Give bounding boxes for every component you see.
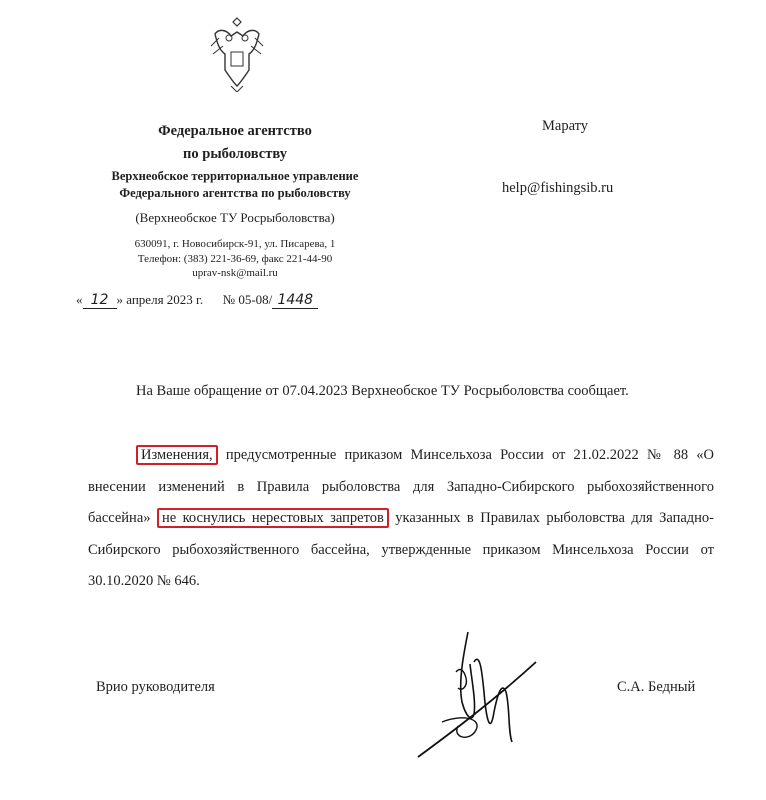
agency-name-line2: по рыболовству: [183, 146, 287, 162]
recipient-name: Марату: [542, 118, 589, 134]
date-close-quote: »: [116, 292, 123, 307]
highlight-changes: Изменения,: [136, 445, 218, 465]
signatory-name: С.А. Бедный: [617, 679, 696, 695]
date-open-quote: «: [76, 292, 83, 307]
sender-address: 630091, г. Новосибирск-91, ул. Писарева, 1: [134, 238, 336, 250]
sender-contacts: [60, 237, 410, 281]
doc-number-prefix: № 05-08/: [222, 292, 273, 307]
sender-phone: Телефон: (383) 221-36-69, факс 221-44-90: [137, 252, 333, 265]
coat-of-arms-icon: [205, 12, 269, 92]
signatory-title: Врио руководителя: [96, 679, 215, 695]
department-short-name: (Верхнеобское ТУ Росрыболовства): [135, 210, 335, 225]
agency-name-line1: Федеральное агентство: [158, 123, 312, 139]
department-name: [60, 168, 410, 202]
body-paragraph-1: На Ваше обращение от 07.04.2023 Верхнеобское ТУ Росрыболовства сообщает.: [136, 383, 629, 399]
dateline: [76, 292, 318, 309]
body-paragraph-2-part2: указанных в Правилах рыболовства для Западно-Сибирского рыбохозяйственного бассейна, утвержденные приказом Минсельхоза России от 30.10.2020 № 646.: [88, 510, 714, 589]
date-day: 12: [83, 293, 117, 309]
department-line1: Верхнеобское территориальное управление: [111, 169, 359, 183]
date-month-year: апреля 2023 г.: [126, 292, 204, 307]
doc-number: 1448: [272, 293, 318, 309]
agency-name: [100, 120, 370, 166]
department-line2: Федерального агентства по рыболовству: [119, 186, 351, 200]
highlight-spawning-bans: не коснулись нерестовых запретов: [157, 508, 389, 528]
body-paragraph-2: [88, 440, 714, 598]
sender-email: uprav-nsk@mail.ru: [192, 267, 278, 279]
recipient-email: help@fishingsib.ru: [502, 180, 614, 196]
handwritten-signature-icon: [412, 622, 542, 767]
body-paragraph-2-part1: предусмотренные приказом Минсельхоза России от 21.02.2022 № 88 «О внесении изменений в Правила рыболовства для Западно-Сибирского рыбохозяйственного бассейна»: [88, 447, 714, 526]
